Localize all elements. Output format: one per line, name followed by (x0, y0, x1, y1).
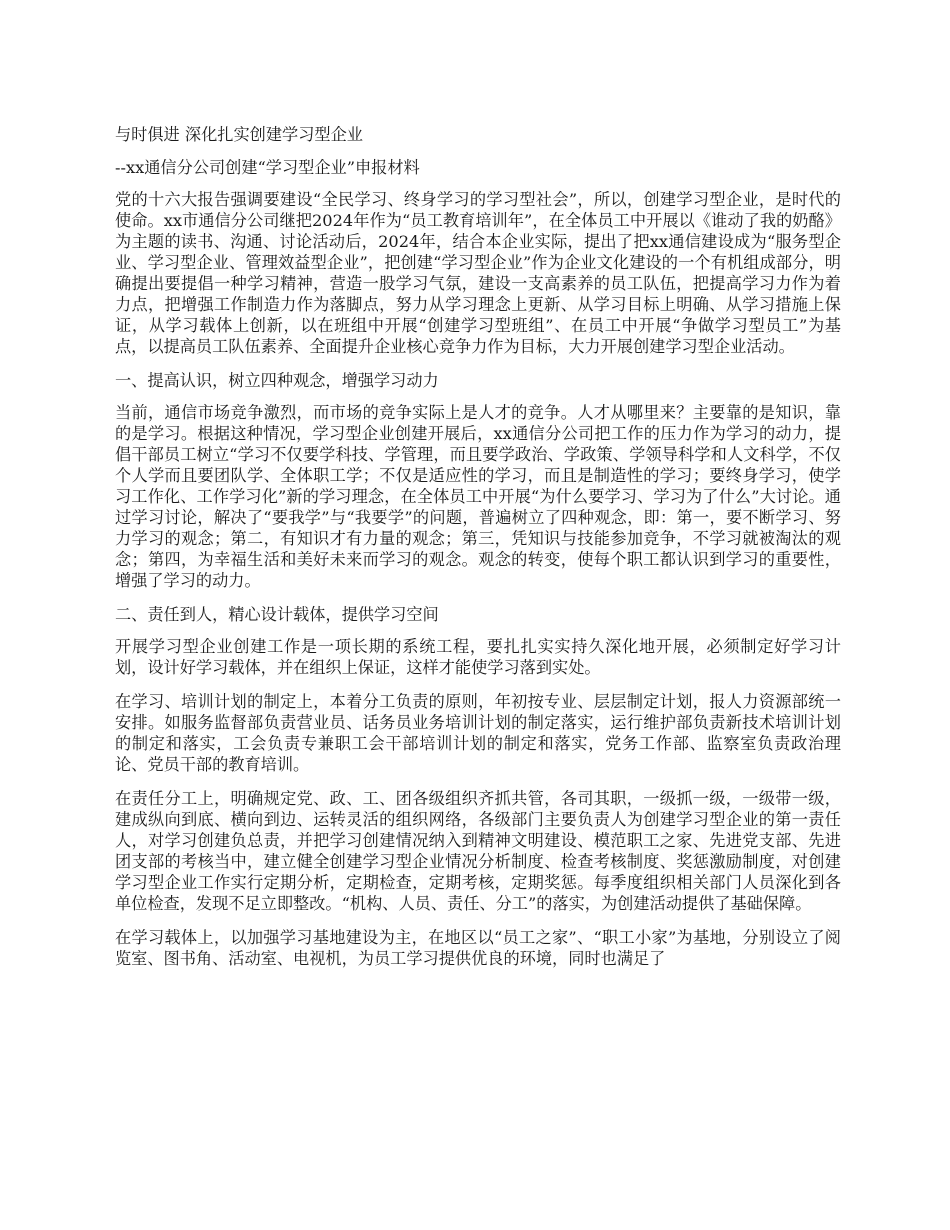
section-1-paragraph: 当前，通信市场竞争激烈，而市场的竞争实际上是人才的竞争。人才从哪里来？主要靠的是知识，靠的是学习。根据这种情况，学习型企业创建开展后，xx通信分公司把工作的压力作为学习的动力，提倡干部员工树立“学习不仅要学科技、学管理，而且要学政治、学政策、学领导科学和人文科学，不仅个人学而且要团队学、全体职工学；不仅是适应性的学习，而且是制造性的学习；要终身学习，使学习工作化、工作学习化”新的学习理念，在全体员工中开展“为什么要学习、学习为了什么”大讨论。通过学习讨论，解决了“要我学”与“我要学”的问题，普遍树立了四种观念，即：第一，要不断学习、努力学习的观念；第二，有知识才有力量的观念；第三，凭知识与技能参加竞争，不学习就被淘汰的观念；第四，为幸福生活和美好未来而学习的观念。观念的转变，使每个职工都认识到学习的重要性，增强了学习的动力。 (115, 403, 841, 590)
section-1-heading: 一、提高认识，树立四种观念，增强学习动力 (115, 371, 439, 390)
document-page (115, 124, 841, 982)
document-subtitle: --xx通信分公司创建“学习型企业”申报材料 (115, 158, 420, 177)
document-title: 与时俱进 深化扎实创建学习型企业 (115, 125, 363, 144)
section-2-paragraph-3: 在责任分工上，明确规定党、政、工、团各级组织齐抓共管，各司其职，一级抓一级，一级带一级，建成纵向到底、横向到边、运转灵活的组织网络，各级部门主要负责人为创建学习型企业的第一责任人，对学习创建负总责，并把学习创建情况纳入到精神文明建设、模范职工之家、先进党支部、先进团支部的考核当中，建立健全创建学习型企业情况分析制度、检查考核制度、奖惩激励制度，对创建学习型企业工作实行定期分析，定期检查，定期考核，定期奖惩。每季度组织相关部门人员深化到各单位检查，发现不足立即整改。“机构、人员、责任、分工”的落实，为创建活动提供了基础保障。 (115, 789, 841, 913)
section-2-paragraph-2: 在学习、培训计划的制定上，本着分工负责的原则，年初按专业、层层制定计划，报人力资源部统一安排。如服务监督部负责营业员、话务员业务培训计划的制定落实，运行维护部负责新技术培训计划的制定和落实，工会负责专兼职工会干部培训计划的制定和落实，党务工作部、监察室负责政治理论、党员干部的教育培训。 (115, 692, 841, 774)
section-2-paragraph-4: 在学习载体上，以加强学习基地建设为主，在地区以“员工之家”、“职工小家”为基地，分别设立了阅览室、图书角、活动室、电视机，为员工学习提供优良的环境，同时也满足了 (115, 928, 841, 968)
section-2-paragraph-1: 开展学习型企业创建工作是一项长期的系统工程，要扎扎实实持久深化地开展，必须制定好学习计划，设计好学习载体，并在组织上保证，这样才能使学习落到实处。 (115, 637, 841, 677)
intro-paragraph: 党的十六大报告强调要建设“全民学习、终身学习的学习型社会”，所以，创建学习型企业，是时代的使命。xx市通信分公司继把2024年作为“员工教育培训年”，在全体员工中开展以《谁动了我的奶酪》为主题的读书、沟通、讨论活动后，2024年，结合本企业实际，提出了把xx通信建设成为“服务型企业、学习型企业、管理效益型企业”，把创建“学习型企业”作为企业文化建设的一个有机组成部分，明确提出要提倡一种学习精神，营造一股学习气氛，建设一支高素养的员工队伍，把提高学习力作为着力点，把增强工作制造力作为落脚点，努力从学习理念上更新、从学习目标上明确、从学习措施上保证，从学习载体上创新，以在班组中开展“创建学习型班组”、在员工中开展“争做学习型员工”为基点，以提高员工队伍素养、全面提升企业核心竞争力作为目标，大力开展创建学习型企业活动。 (115, 190, 841, 356)
section-2-heading: 二、责任到人，精心设计载体，提供学习空间 (115, 605, 439, 624)
